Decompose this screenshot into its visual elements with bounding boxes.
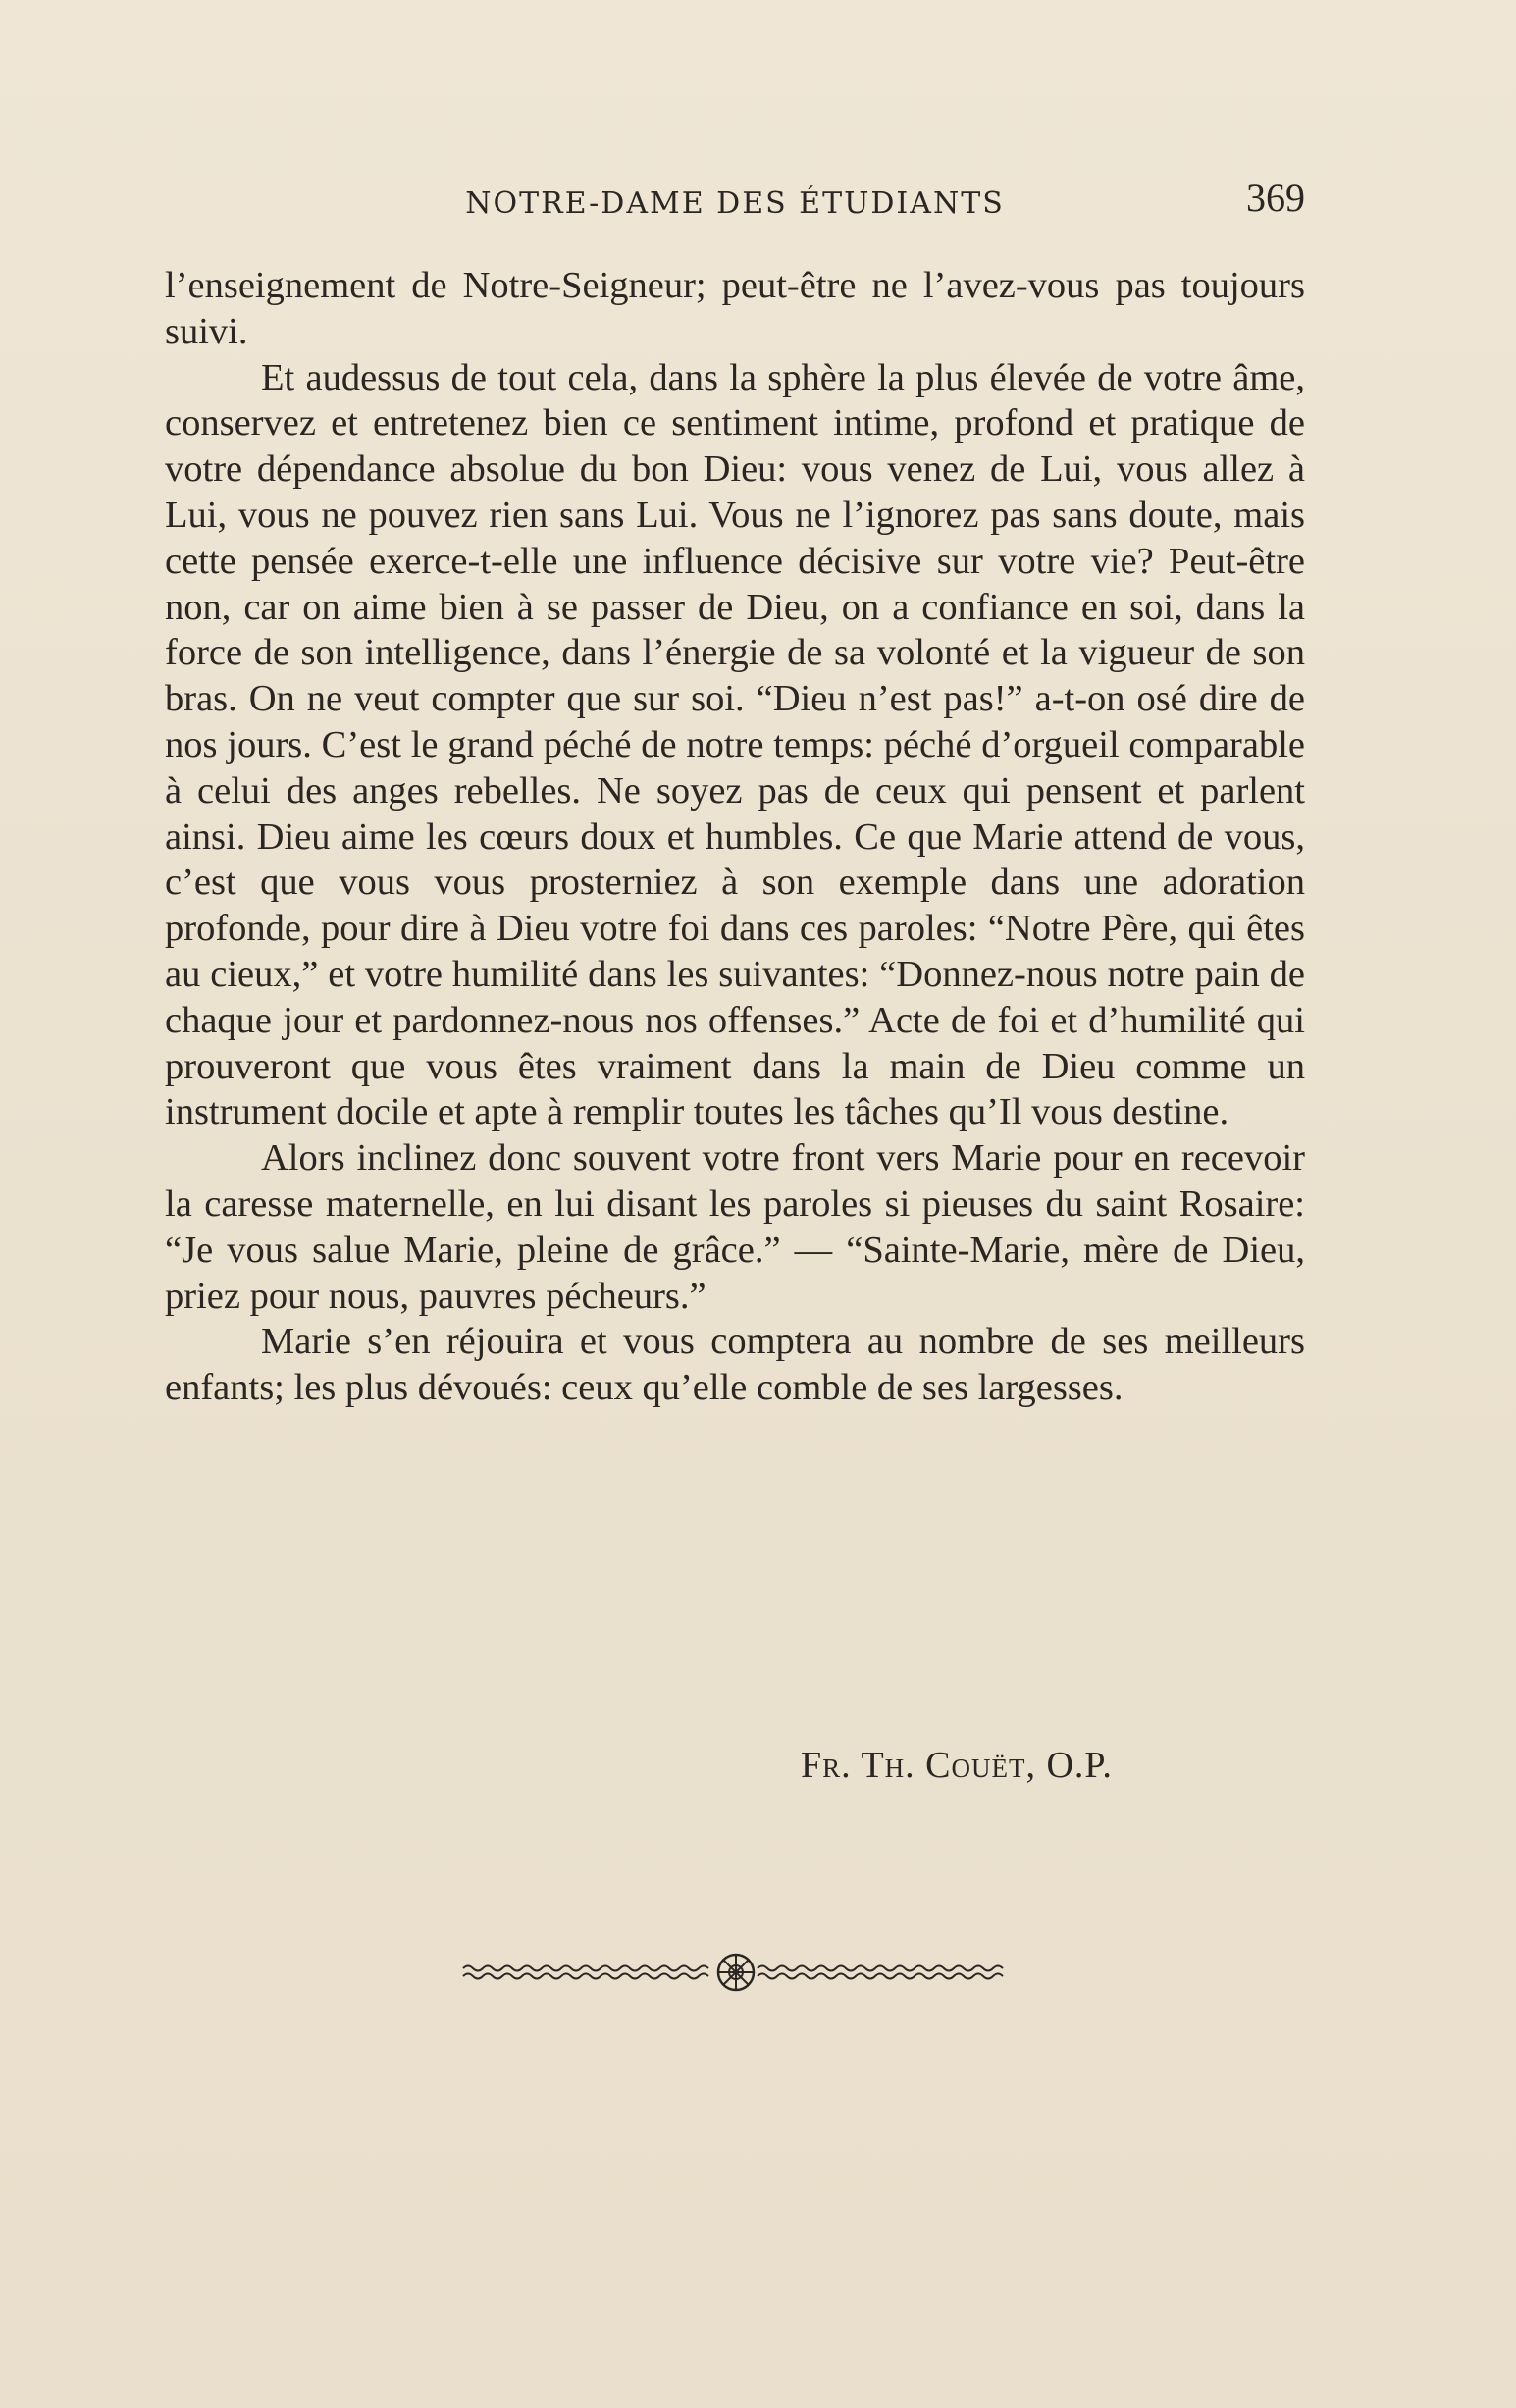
- paragraph-3: Alors inclinez donc souvent votre front vers Marie pour en recevoir la caresse maternelle, en lui disant les paroles si pieuses du saint Rosaire: “Je vous salue Marie, pleine de grâce.” — “Sainte-Marie, mère de Dieu, priez pour nous, pauvres pécheurs.”: [165, 1137, 1305, 1317]
- signature-text: Fr. Th. Couët, O.P.: [801, 1745, 1113, 1786]
- decorative-ornament-divider: [461, 1943, 1011, 2002]
- paragraph-2: Et audessus de tout cela, dans la sphère la plus élevée de votre âme, conservez et entretenez bien ce sentiment intime, profond et pratique de votre dépendance absolue du bon Dieu: vous venez de Lui, vous allez à Lui, vous ne pouvez rien sans Lui. Vous ne l’ignorez pas sans doute, mais cette pensée exerce-t-elle une influence décisive sur votre vie? Peut-être non, car on aime bien à se passer de Dieu, on a confiance en soi, dans la force de son intelligence, dans l’énergie de sa volonté et la vigueur de son bras. On ne veut compter que sur soi. “Dieu n’est pas!” a-t-on osé dire de nos jours. C’est le grand péché de notre temps: péché d’orgueil comparable à celui des anges rebelles. Ne soyez pas de ceux qui pensent et parlent ainsi. Dieu aime les cœurs doux et humbles. Ce que Marie attend de vous, c’est que vous vous prosterniez à son exemple dans une adoration profonde, pour dire à Dieu votre foi dans ces paroles: “Notre Père, qui êtes au cieux,” et votre humilité dans les suivantes: “Donnez-nous notre pain de chaque jour et pardonnez-nous nos offenses.” Acte de foi et d’humilité qui prouveront que vous êtes vraiment dans la main de Dieu comme un instrument docile et apte à remplir toutes les tâches qu’Il vous destine.: [165, 356, 1305, 1133]
- page-number: 369: [1246, 176, 1305, 220]
- author-signature: [801, 1744, 1113, 1787]
- paragraph-1: l’enseignement de Notre-Seigneur; peut-être ne l’avez-vous pas toujours suivi.: [165, 265, 1305, 352]
- body-text: [165, 263, 1305, 1411]
- page-header: [165, 173, 1305, 232]
- running-title: NOTRE-DAME DES ÉTUDIANTS: [465, 186, 1005, 221]
- paragraph-4: Marie s’en réjouira et vous comptera au nombre de ses meilleurs enfants; les plus dévoués: ceux qu’elle comble de ses largesses.: [165, 1321, 1305, 1409]
